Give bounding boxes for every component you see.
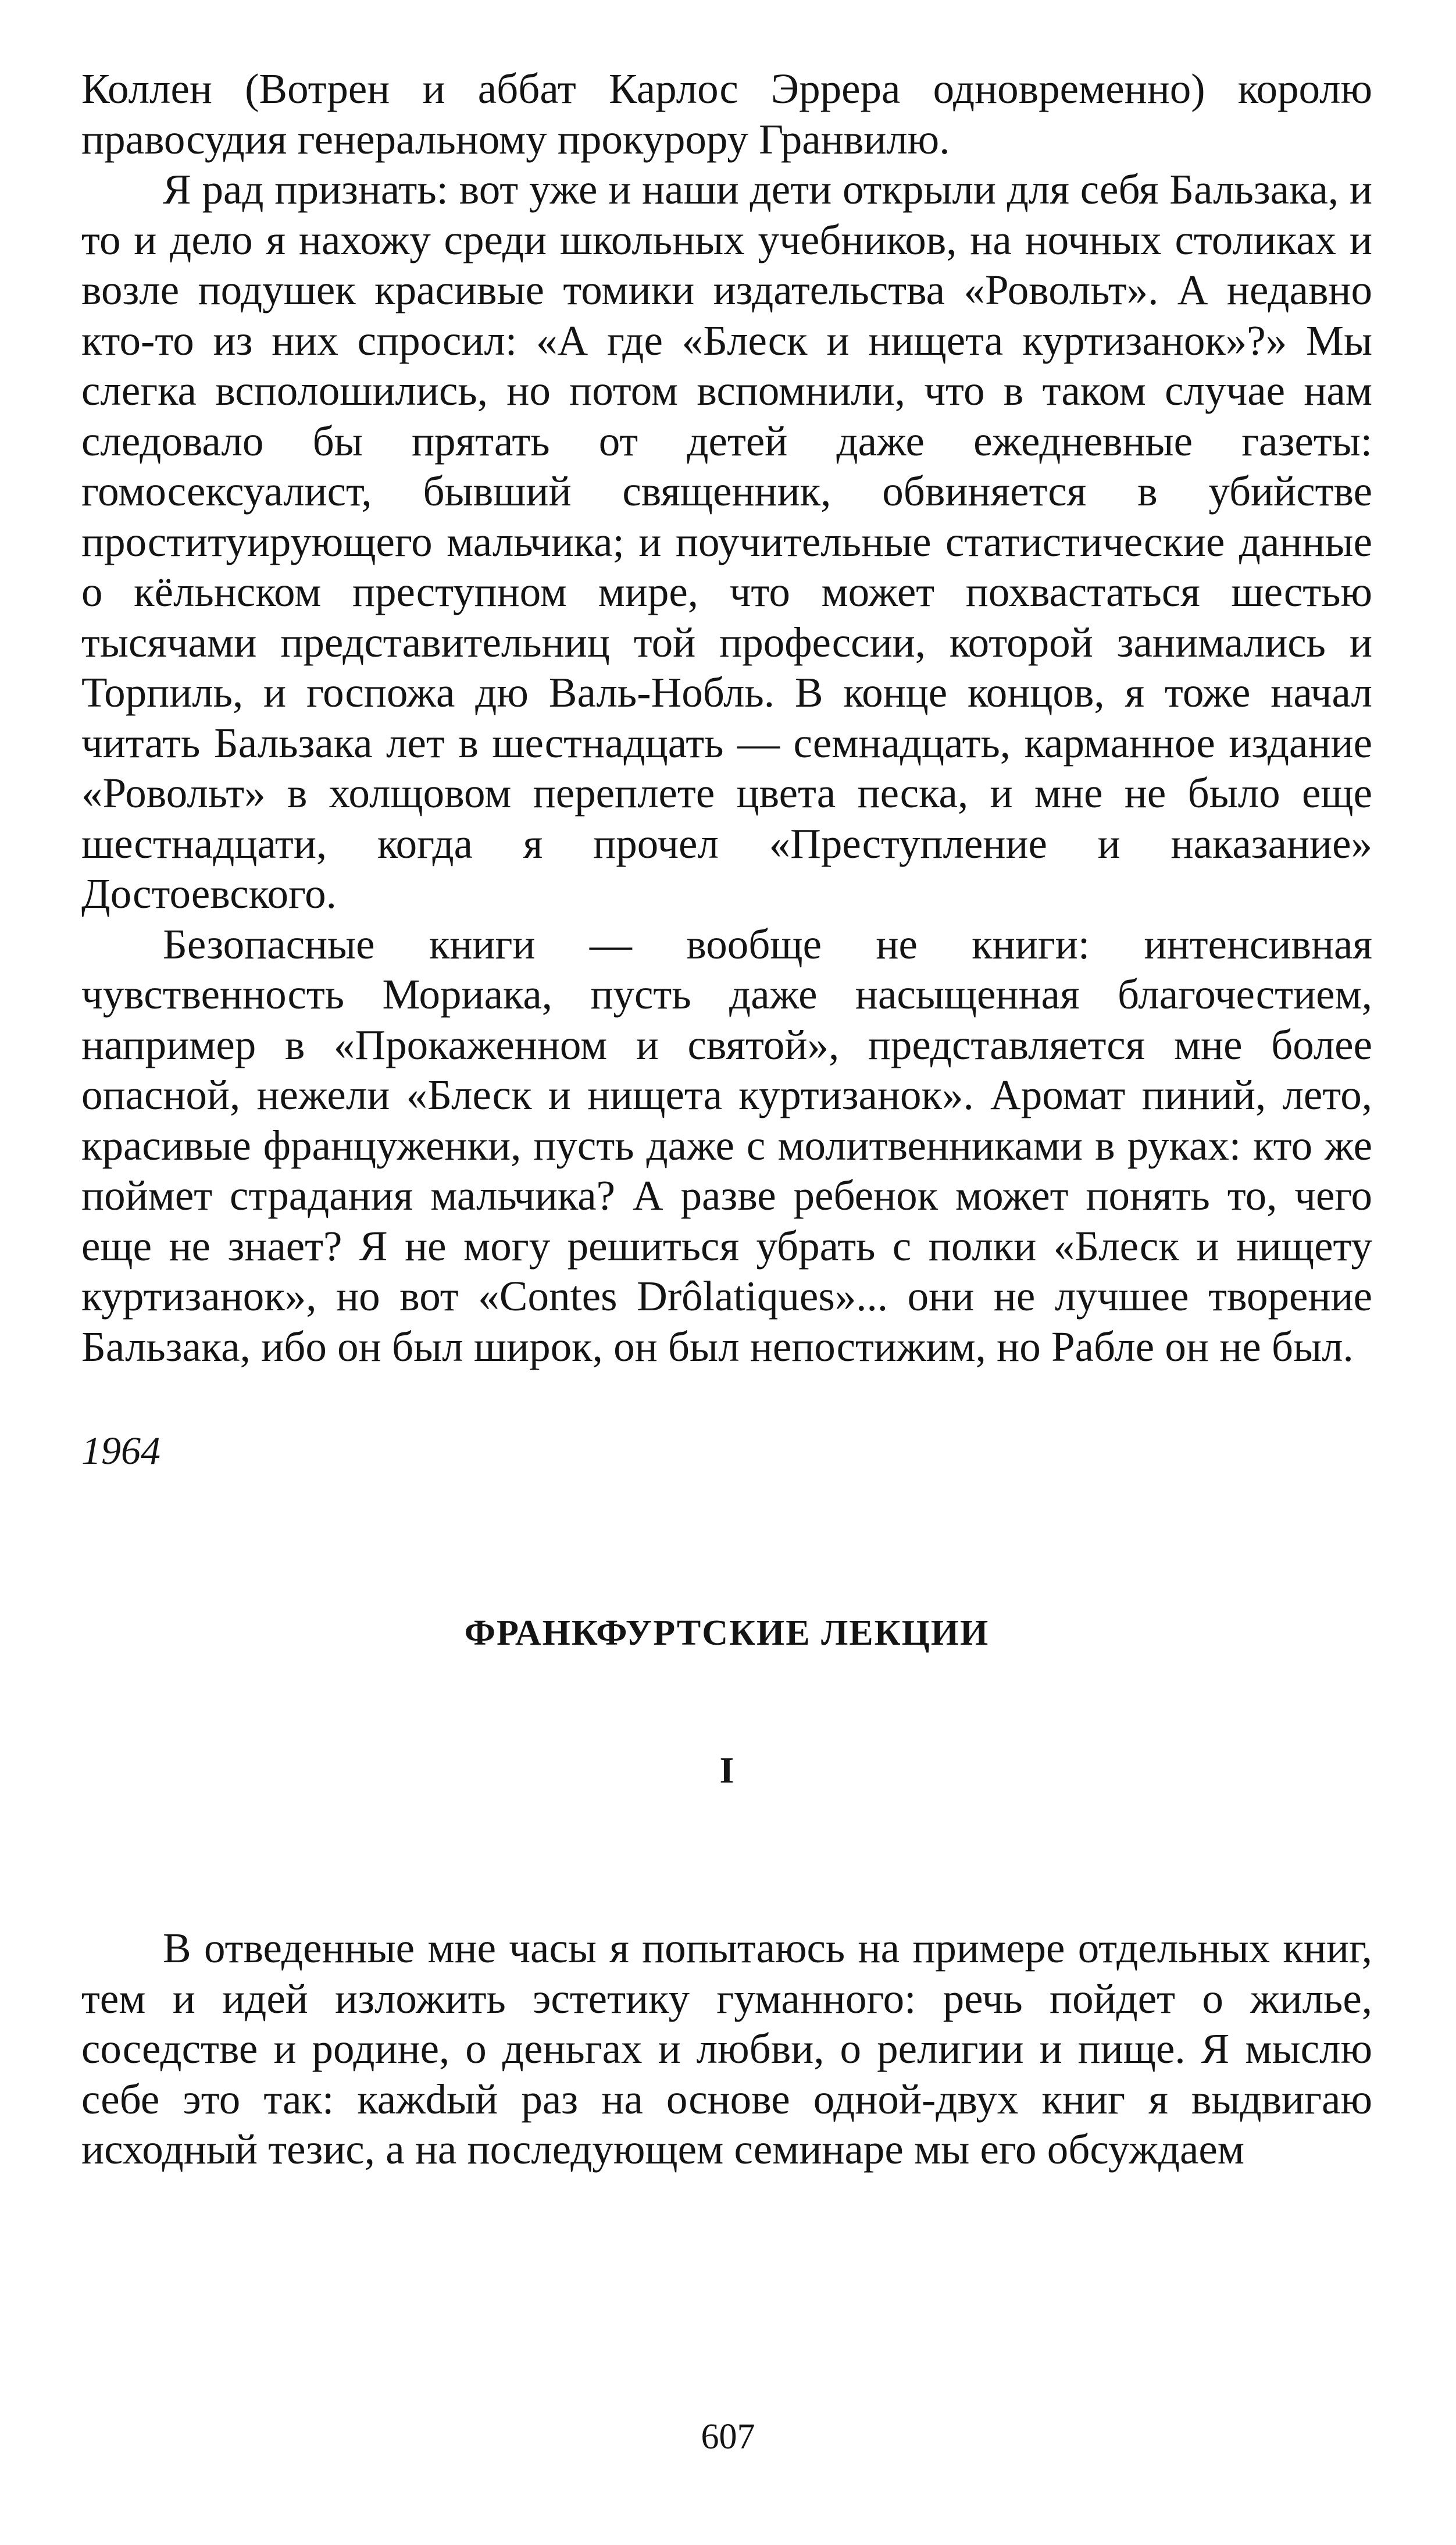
paragraph-continuation: Коллен (Вотрен и аббат Карлос Эррера одновременно) королю правосудия генеральному прокурору Гранвилю. bbox=[81, 65, 1372, 163]
page-number: 607 bbox=[701, 2417, 755, 2457]
paragraph-balzac-children: Я рад признать: вот уже и наши дети открыли для себя Бальзака, и то и дело я нахожу среди школьных учебников, на ночных столиках и возле подушек красивые томики издательства «Ровольт». А недавно кто-то из них спросил: «А где «Блеск и нищета куртизанок»?» Мы слегка всполошились, но потом вспомнили, что в таком случае нам следовало бы прятать от детей даже ежедневные газеты: гомосексуалист, бывший священник, обвиняется в убийстве проституирующего мальчика; и поучительные статистические данные о кёльнском преступном мире, что может похвастаться шестью тысячами представительниц той профессии, которой занимались и Торпиль, и госпожа дю Валь-Нобль. В конце концов, я тоже начал читать Бальзака лет в шестнадцать — семнадцать, карманное издание «Ровольт» в холщовом переплете цвета песка, и мне не было еще шестнадцати, когда я прочел «Преступление и наказание» Достоевского. bbox=[81, 166, 1372, 917]
paragraph-lecture-intro: В отведенные мне часы я попытаюсь на примере отдельных книг, тем и идей изложить эстетику гуманного: речь пойдет о жилье, соседстве и родине, о деньгах и любви, о религии и пище. Я мыслю себе это так: кажdый раз на основе одной-двух книг я выдвигаю исходный тезис, а на последующем семинаре мы его обсуждаем bbox=[81, 1924, 1372, 2173]
section-title: ФРАНКФУРТСКИЕ ЛЕКЦИИ bbox=[464, 1613, 990, 1653]
paragraph-safe-books: Безопасные книги — вообще не книги: интенсивная чувственность Мориака, пусть даже насыщенная благочестием, например в «Прокаженном и святой», представляется мне более опасной, нежели «Блеск и нищета куртизанок». Аромат пиний, лето, красивые француженки, пусть даже с молитвенниками в руках: кто же поймет страдания мальчика? А разве ребенок может понять то, чего еще не знает? Я не могу решиться убрать с полки «Блеск и нищету куртизанок», но вот «Contes Drôlatiques»... они не лучшее творение Бальзака, ибо он был широк, он был непостижим, но Рабле он не был. bbox=[81, 920, 1372, 1370]
section-numeral: I bbox=[719, 1749, 734, 1791]
page-body bbox=[81, 64, 1372, 2175]
essay-date: 1964 bbox=[81, 1428, 160, 1473]
